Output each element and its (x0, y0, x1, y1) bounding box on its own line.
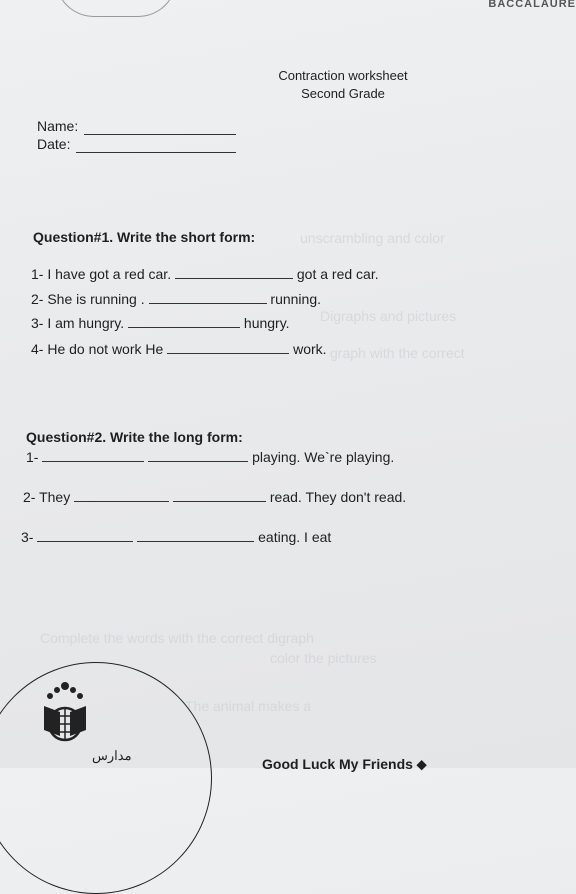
worksheet-title: Contraction worksheet (278, 68, 408, 83)
answer-blank[interactable] (74, 501, 169, 502)
question1-heading: Question#1. Write the short form: (33, 229, 256, 245)
answer-blank[interactable] (167, 353, 289, 354)
item-text: 4- He do not work He (31, 341, 164, 357)
question2-heading: Question#2. Write the long form: (26, 429, 243, 445)
name-label: Name: (37, 118, 79, 134)
worksheet-subtitle: Second Grade (301, 86, 385, 101)
question1-item (31, 341, 327, 357)
show-through-text: unscrambling and color (300, 230, 445, 246)
question2-item (26, 449, 394, 465)
item-text: 1- I have got a red car. (31, 266, 172, 282)
show-through-text: color the pictures (270, 650, 377, 666)
show-through-text: Digraphs and pictures (320, 308, 457, 324)
school-logo-icon (30, 676, 100, 746)
answer-blank[interactable] (42, 461, 144, 462)
graduation-cap-icon: ⬥ (416, 756, 427, 772)
item-text: hungry. (243, 315, 290, 331)
question1-item (31, 315, 290, 331)
item-text: 2- They (23, 489, 71, 505)
item-text: 3- I am hungry. (31, 315, 125, 331)
item-text: 3- (21, 529, 34, 545)
show-through-text: Complete the words with the correct digraph (40, 630, 314, 646)
item-text: 1- (26, 449, 39, 465)
answer-blank[interactable] (128, 327, 240, 328)
answer-blank[interactable] (175, 278, 293, 279)
item-text: read. They don't read. (269, 489, 407, 505)
answer-blank[interactable] (37, 541, 133, 542)
question1-item (31, 266, 379, 282)
show-through-text: graph with the correct (330, 345, 465, 361)
item-text: eating. I eat (258, 529, 332, 545)
seal-stamp (55, 0, 177, 17)
answer-blank[interactable] (148, 461, 248, 462)
footer-label: Good Luck My Friends (262, 756, 413, 772)
question2-item (23, 489, 406, 505)
corner-text: BACCALAURE (488, 0, 576, 10)
answer-blank[interactable] (173, 501, 266, 502)
date-field[interactable] (76, 151, 236, 153)
name-field[interactable] (84, 133, 236, 135)
item-text: 2- She is running . (31, 291, 145, 307)
answer-blank[interactable] (137, 541, 254, 542)
footer-text (262, 756, 427, 773)
date-label: Date: (37, 136, 71, 152)
question1-item (31, 291, 321, 307)
question2-item (21, 529, 331, 545)
answer-blank[interactable] (149, 303, 267, 304)
show-through-text: The animal makes a (185, 698, 312, 714)
item-text: running. (270, 291, 321, 307)
logo-text: مدارس (92, 748, 132, 763)
item-text: work. (293, 341, 327, 357)
item-text: got a red car. (296, 266, 379, 282)
item-text: playing. We`re playing. (252, 449, 395, 465)
